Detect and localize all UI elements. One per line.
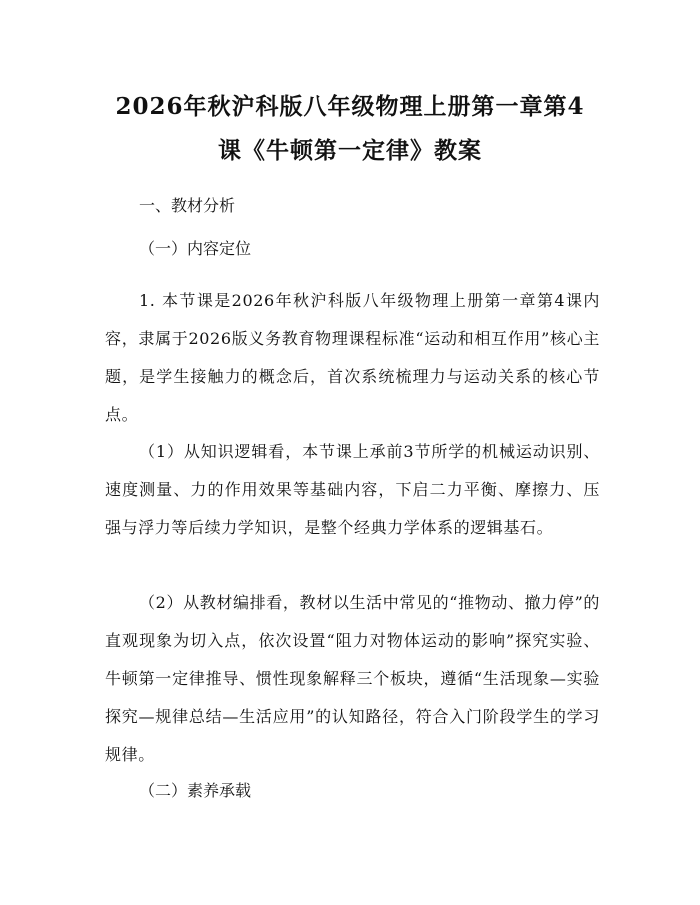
paragraph-knowledge-logic: （1）从知识逻辑看，本节课上承前3节所学的机械运动识别、速度测量、力的作用效果等基础内容，下启二力平衡、摩擦力、压强与浮力等后续力学知识，是整个经典力学体系的逻辑基石。 — [105, 442, 600, 537]
paragraph-lesson-overview: 1. 本节课是2026年秋沪科版八年级物理上册第一章第4课内容，隶属于2026版义务教育物理课程标准“运动和相互作用”核心主题，是学生接触力的概念后，首次系统梳理力与运动关系的核心节点。 — [105, 291, 600, 424]
paragraph-textbook-arrangement: （2）从教材编排看，教材以生活中常见的“推物动、撤力停”的直观现象为切入点，依次设置“阻力对物体运动的影响”探究实验、牛顿第一定律推导、惯性现象解释三个板块，遵循“生活现象—实验探究—规律总结—生活应用”的认知路径，符合入门阶段学生的学习规律。 — [105, 593, 600, 764]
subsection-heading-content-positioning: （一）内容定位 — [139, 239, 252, 258]
document-title-line-2: 课《牛顿第一定律》教案 — [218, 137, 482, 164]
subsection-heading-literacy: （二）素养承载 — [139, 781, 252, 800]
document-title-line-1: 2026年秋沪科版八年级物理上册第一章第4 — [115, 93, 585, 120]
section-heading-textbook-analysis: 一、教材分析 — [139, 196, 236, 215]
